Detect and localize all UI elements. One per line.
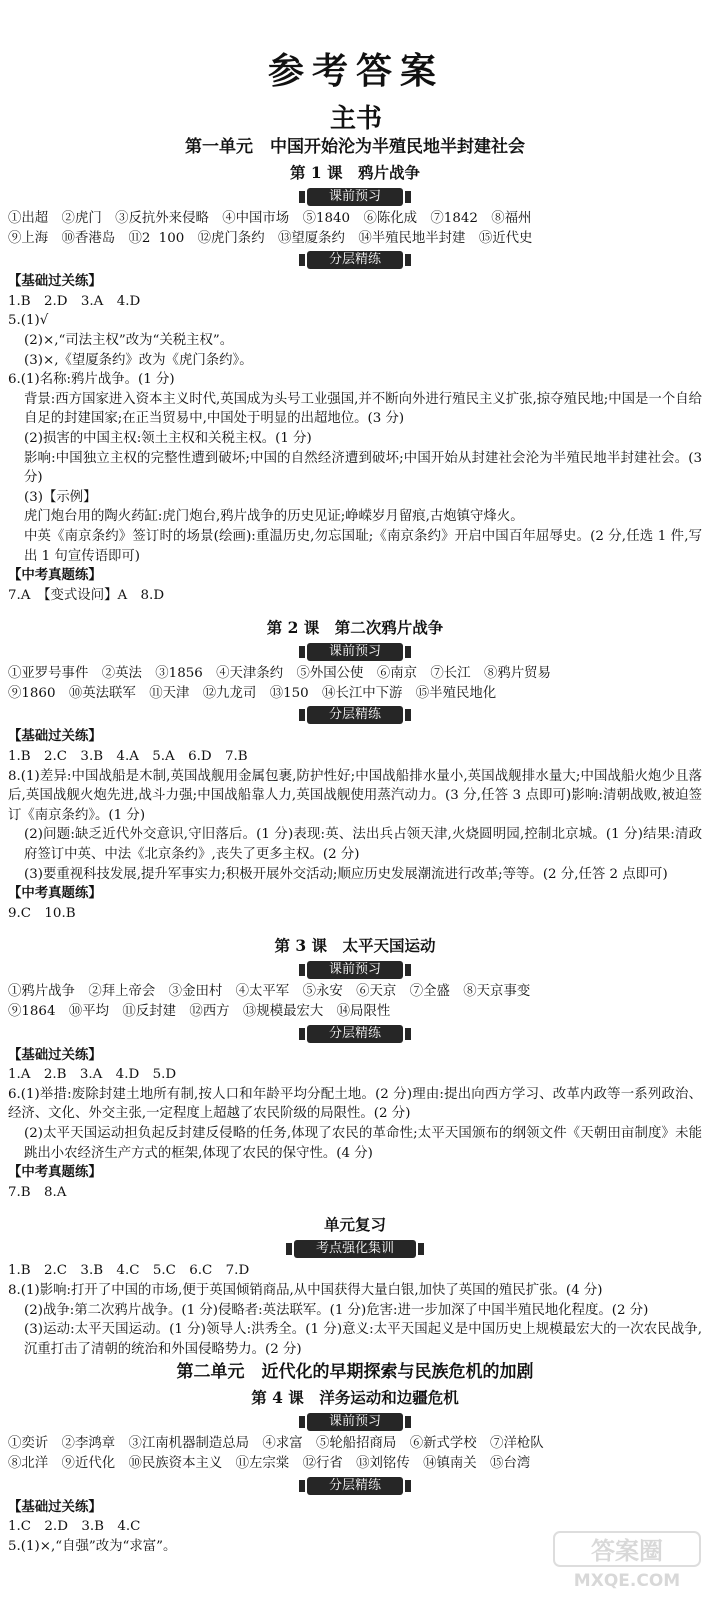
lesson-3-pre-answers: ⑨1864 ⑩平均 ⑪反封建 ⑫西方 ⑬规模最宏大 ⑭局限性 [8,1004,391,1019]
pre-study-tag: 课前预习 [307,961,403,979]
basic-section-label: 【基础过关练】 [8,728,102,745]
answer-line: (2)损害的中国主权:领土主权和关税主权。(1 分) [24,430,312,446]
watermark-bottom-text: MXQE.COM [573,1571,681,1590]
zhongkao-section-label: 【中考真题练】 [8,567,102,584]
lesson-4-pre-answers: ①奕䜣 ②李鸿章 ③江南机器制造总局 ④求富 ⑤轮船招商局 ⑥新式学校 ⑦洋枪队 [8,1436,544,1452]
answer-line: (2)太平天国运动担负起反封建反侵略的任务,体现了农民的革命性;太平天国颁布的纲领文件《天朝田亩制度》未能跳出小农经济生产方式的框架,体现了农民的保守性。(4 分) [24,1125,702,1161]
pre-study-tag: 课前预习 [307,643,403,661]
lesson-4-title: 第 4 课 洋务运动和边疆危机 [251,1388,459,1408]
answer-line: 5.(1)√ [8,313,49,329]
lesson-3-basic-mc: 1.A 2.B 3.A 4.D 5.D [8,1067,177,1083]
page-title: 参考答案 [267,51,444,92]
lesson-1-title: 第 1 课 鸦片战争 [289,163,421,182]
pre-study-tag: 课前预习 [307,1413,403,1431]
basic-section-label: 【基础过关练】 [8,1498,102,1515]
answer-line: 8.(1)差异:中国战船是木制,英国战舰用金属包裹,防护性好;中国战船排水量小,英国战舰排水量大;中国战船火炮少且落后,英国战舰火炮先进,战斗力强;中国战船靠人力,英国战舰使用蒸汽动力。(3 分,任答 3 点即可)影响:清朝战败,被迫签订《南京条约》。(1 分) [8,768,702,823]
watermark-logo [552,1528,702,1590]
lesson-1-basic-mc: 1.B 2.D 3.A 4.D [8,293,141,309]
lesson-1-pre-answers: ①出超 ②虎门 ③反抗外来侵略 ④中国市场 ⑤1840 ⑥陈化成 ⑦1842 ⑧福州 [8,211,532,226]
lesson-3-zhongkao: 7.B 8.A [8,1184,67,1200]
answer-line: 6.(1)名称:鸦片战争。(1 分) [8,372,175,388]
layered-practice-tag: 分层精练 [307,251,403,269]
lesson-1-pre-answers: ⑨上海 ⑩香港岛 ⑪2 100 ⑫虎门条约 ⑬望厦条约 ⑭半殖民地半封建 ⑮近代史 [8,230,533,246]
lesson-3-title: 第 3 课 太平天国运动 [274,936,436,956]
lesson-2-title: 第 2 课 第二次鸦片战争 [266,618,444,638]
answer-content [8,134,702,1556]
pre-study-tag: 课前预习 [307,188,403,206]
answer-line: (2)战争:第二次鸦片战争。(1 分)侵略者:英法联军。(1 分)危害:进一步加深了中国半殖民地化程度。(2 分) [24,1302,649,1318]
layered-practice-tag: 分层精练 [307,706,403,724]
zhongkao-section-label: 【中考真题练】 [8,1164,102,1181]
basic-section-label: 【基础过关练】 [8,1046,102,1063]
basic-section-label: 【基础过关练】 [8,273,102,290]
answer-line: 虎门炮台用的陶火药缸:虎门炮台,鸦片战争的历史见证;峥嵘岁月留痕,古炮镇守烽火。 [24,509,524,525]
lesson-2-zhongkao: 9.C 10.B [8,905,76,921]
review-mc: 1.B 2.C 3.B 4.C 5.C 6.C 7.D [8,1263,250,1279]
unit-1-title: 第一单元 中国开始沦为半殖民地半封建社会 [185,137,525,157]
answer-line: 中英《南京条约》签订时的场景(绘画):重温历史,勿忘国耻;《南京条约》开启中国百年屈辱史。(2 分,任选 1 件,写出 1 句宣传语即可) [24,528,702,564]
lesson-3-pre-answers: ①鸦片战争 ②拜上帝会 ③金田村 ④太平军 ⑤永安 ⑥天京 ⑦全盛 ⑧天京事变 [8,984,531,1000]
answer-line: (3)×,《望厦条约》改为《虎门条约》。 [24,352,253,368]
layered-practice-tag: 分层精练 [307,1477,403,1495]
lesson-1-zhongkao: 7.A 【变式设问】A 8.D [8,587,165,603]
answer-line: (3)运动:太平天国运动。(1 分)领导人:洪秀全。(1 分)意义:太平天国起义是中国历史上规模最宏大的一次农民战争,沉重打击了清朝的统治和外国侵略势力。(2 分) [24,1322,702,1357]
lesson-2-pre-answers: ①亚罗号事件 ②英法 ③1856 ④天津条约 ⑤外国公使 ⑥南京 ⑦长江 ⑧鸦片贸易 [8,666,551,682]
unit-review-title: 单元复习 [323,1215,386,1235]
lesson-2-basic-mc: 1.B 2.C 3.B 4.A 5.A 6.D 7.B [8,749,248,765]
page-subtitle: 主书 [329,104,382,134]
answer-line: (3)要重视科技发展,提升军事实力;积极开展外交活动;顺应历史发展潮流进行改革;等等。(2 分,任答 2 点即可) [24,866,668,882]
answer-line: 影响:中国独立主权的完整性遭到破坏;中国的自然经济遭到破坏;中国开始从封建社会沦为半殖民地半封建社会。(3 分) [24,450,702,486]
answer-line: 5.(1)×,“自强”改为“求富”。 [8,1538,177,1554]
answer-line: (3)【示例】 [24,489,97,505]
unit-2-title: 第二单元 近代化的早期探索与民族危机的加剧 [176,1362,534,1383]
answer-line: 背景:西方国家进入资本主义时代,英国成为头号工业强国,并不断向外进行殖民主义扩张,掠夺殖民地;中国是一个自给自足的封建国家;在正当贸易中,中国处于明显的出超地位。(3 分) [24,391,702,427]
layered-practice-tag: 分层精练 [307,1025,403,1043]
watermark-top-text: 答案圈 [591,1537,663,1565]
lesson-2-pre-answers: ⑨1860 ⑩英法联军 ⑪天津 ⑫九龙司 ⑬150 ⑭长江中下游 ⑮半殖民地化 [8,685,497,701]
lesson-4-pre-answers: ⑧北洋 ⑨近代化 ⑩民族资本主义 ⑪左宗棠 ⑫行省 ⑬刘铭传 ⑭镇南关 ⑮台湾 [8,1455,531,1471]
review-training-tag: 考点强化集训 [294,1240,416,1258]
lesson-4-basic-mc: 1.C 2.D 3.B 4.C [8,1519,141,1535]
answer-line: 6.(1)举措:废除封建土地所有制,按人口和年龄平均分配土地。(2 分)理由:提出向西方学习、改革内政等一系列政治、经济、文化、外交主张,一定程度上超越了农民阶级的局限性。(2 分) [8,1086,702,1122]
answer-line: (2)×,“司法主权”改为“关税主权”。 [24,332,234,348]
zhongkao-section-label: 【中考真题练】 [8,885,102,902]
answer-line: (2)问题:缺乏近代外交意识,守旧落后。(1 分)表现:英、法出兵占领天津,火烧圆明园,控制北京城。(1 分)结果:清政府签订中英、中法《北京条约》,丧失了更多主权。(2 分) [24,827,702,863]
answer-line: 8.(1)影响:打开了中国的市场,便于英国倾销商品,从中国获得大量白银,加快了英国的殖民扩张。(4 分) [8,1282,603,1298]
